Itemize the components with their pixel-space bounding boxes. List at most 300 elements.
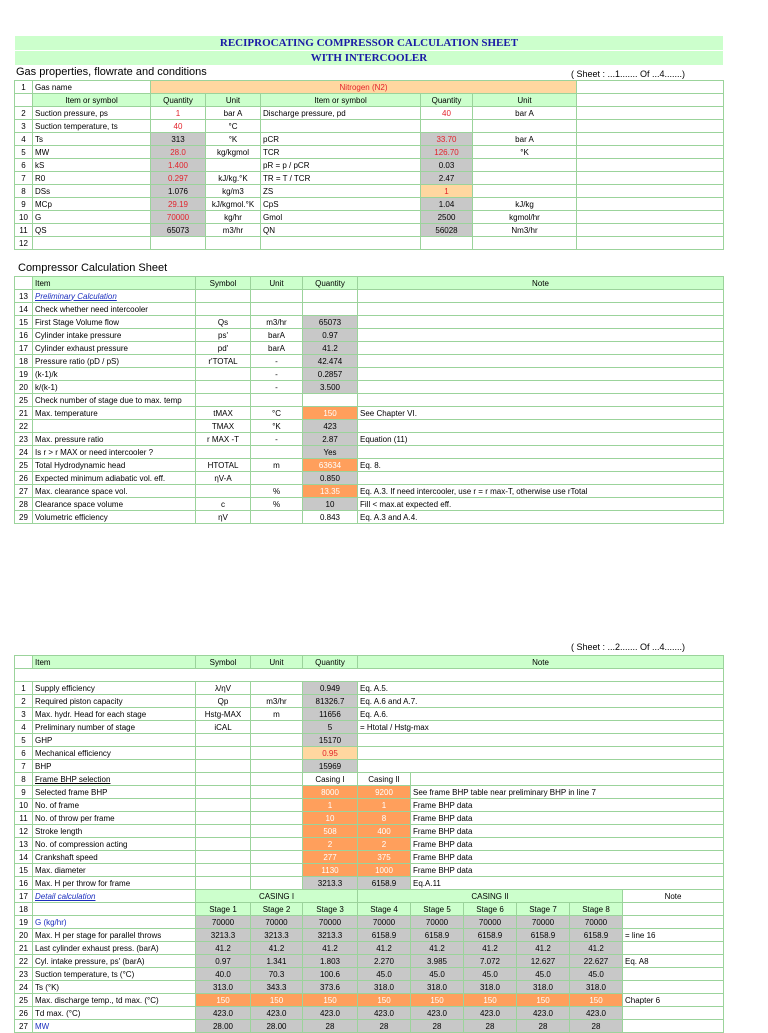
table-row bbox=[15, 773, 724, 786]
row-number: 26 bbox=[15, 1007, 33, 1020]
quantity-cell-2[interactable]: 126.70 bbox=[421, 146, 473, 159]
row-number: 3 bbox=[15, 708, 33, 721]
row-number: 28 bbox=[15, 498, 33, 511]
item-label: Check whether need intercooler bbox=[33, 303, 196, 316]
table-row bbox=[15, 237, 724, 250]
casing1-value[interactable]: 10 bbox=[303, 812, 358, 825]
empty bbox=[251, 786, 303, 799]
spacer-cell bbox=[577, 120, 724, 133]
row-number: 4 bbox=[15, 133, 33, 146]
stage-value[interactable]: 318.0 bbox=[358, 981, 411, 994]
unit-cell-2: kgmol/hr bbox=[473, 211, 577, 224]
quantity-cell[interactable]: 0.949 bbox=[303, 682, 358, 695]
quantity-cell-2[interactable] bbox=[421, 120, 473, 133]
quantity-cell[interactable]: 1.400 bbox=[151, 159, 206, 172]
unit-cell: °K bbox=[251, 420, 303, 433]
table-row bbox=[15, 342, 724, 355]
stage-value[interactable]: 41.2 bbox=[570, 942, 623, 955]
casing2-value[interactable]: 1 bbox=[358, 799, 411, 812]
row-number: 4 bbox=[15, 721, 33, 734]
empty bbox=[196, 825, 251, 838]
row-number: 26 bbox=[15, 472, 33, 485]
unit-cell: - bbox=[251, 368, 303, 381]
stage-value[interactable]: 41.2 bbox=[411, 942, 464, 955]
quantity-cell[interactable] bbox=[151, 237, 206, 250]
symbol-cell bbox=[196, 303, 251, 316]
symbol-cell: TMAX bbox=[196, 420, 251, 433]
casing1-value[interactable]: 1130 bbox=[303, 864, 358, 877]
table-row bbox=[15, 942, 724, 955]
empty bbox=[196, 851, 251, 864]
unit-cell: m3/hr bbox=[251, 316, 303, 329]
spacer-cell bbox=[577, 185, 724, 198]
note-cell bbox=[358, 760, 724, 773]
item-label: MW bbox=[33, 146, 151, 159]
stage-value[interactable]: 3213.3 bbox=[251, 929, 303, 942]
stage-value[interactable]: 6158.9 bbox=[411, 929, 464, 942]
unit-cell: barA bbox=[251, 329, 303, 342]
symbol-cell bbox=[196, 368, 251, 381]
stage-value[interactable]: 70000 bbox=[358, 916, 411, 929]
unit-cell: m3/hr bbox=[251, 695, 303, 708]
stage-value[interactable]: 150 bbox=[517, 994, 570, 1007]
row-number: 16 bbox=[15, 329, 33, 342]
table-row bbox=[15, 955, 724, 968]
stage-value[interactable]: 150 bbox=[411, 994, 464, 1007]
table-row bbox=[15, 890, 724, 903]
table-row bbox=[15, 981, 724, 994]
symbol-cell: c bbox=[196, 498, 251, 511]
unit-cell bbox=[251, 303, 303, 316]
stage-value[interactable]: 100.6 bbox=[303, 968, 358, 981]
detail-calc-title[interactable]: Detail calculation bbox=[33, 890, 196, 903]
empty bbox=[251, 812, 303, 825]
quantity-cell[interactable]: 81326.7 bbox=[303, 695, 358, 708]
stage-value[interactable]: 70000 bbox=[196, 916, 251, 929]
table-row bbox=[15, 329, 724, 342]
spacer-cell bbox=[577, 224, 724, 237]
stage-value[interactable]: 6158.9 bbox=[517, 929, 570, 942]
quantity-cell[interactable] bbox=[303, 290, 358, 303]
quantity-cell[interactable]: 65073 bbox=[151, 224, 206, 237]
casing1-value[interactable]: 277 bbox=[303, 851, 358, 864]
stage-value[interactable]: 28 bbox=[517, 1020, 570, 1033]
spacer-cell bbox=[577, 159, 724, 172]
stage-value[interactable]: 28.00 bbox=[196, 1020, 251, 1033]
empty bbox=[196, 773, 251, 786]
note-cell bbox=[358, 734, 724, 747]
row-number: 6 bbox=[15, 747, 33, 760]
item-label: Stroke length bbox=[33, 825, 196, 838]
stage-value[interactable]: 45.0 bbox=[517, 968, 570, 981]
unit-cell bbox=[251, 682, 303, 695]
stage-value[interactable]: 28.00 bbox=[251, 1020, 303, 1033]
item-label: First Stage Volume flow bbox=[33, 316, 196, 329]
row-number: 1 bbox=[15, 682, 33, 695]
stage-value[interactable]: 70000 bbox=[303, 916, 358, 929]
item-label: Max. pressure ratio bbox=[33, 433, 196, 446]
stage-value[interactable]: 6158.9 bbox=[464, 929, 517, 942]
spacer-cell bbox=[577, 133, 724, 146]
empty bbox=[33, 903, 196, 916]
col-unit: Unit bbox=[251, 277, 303, 290]
stage-header: Stage 7 bbox=[517, 903, 570, 916]
note-cell: Eq. A8 bbox=[623, 955, 724, 968]
item-label[interactable]: Preliminary Calculation bbox=[33, 290, 196, 303]
unit-cell: barA bbox=[251, 342, 303, 355]
table-row bbox=[15, 485, 724, 498]
table-row bbox=[15, 786, 724, 799]
item-label: Supply efficiency bbox=[33, 682, 196, 695]
stage-value[interactable]: 318.0 bbox=[570, 981, 623, 994]
row-number: 13 bbox=[15, 838, 33, 851]
quantity-cell[interactable]: 1.076 bbox=[151, 185, 206, 198]
stage-value[interactable]: 41.2 bbox=[464, 942, 517, 955]
item-label: Max. hydr. Head for each stage bbox=[33, 708, 196, 721]
stage-value[interactable]: 423.0 bbox=[303, 1007, 358, 1020]
casing2-value[interactable]: 375 bbox=[358, 851, 411, 864]
row-number: 17 bbox=[15, 890, 33, 903]
row-number: 24 bbox=[15, 981, 33, 994]
note-cell: = Htotal / Hstg-max bbox=[358, 721, 724, 734]
stage-value[interactable]: 343.3 bbox=[251, 981, 303, 994]
symbol-cell: iCAL bbox=[196, 721, 251, 734]
col-item: Item bbox=[33, 277, 196, 290]
item-label-2: QN bbox=[261, 224, 421, 237]
stage-value[interactable]: 70000 bbox=[251, 916, 303, 929]
quantity-cell[interactable]: 41.2 bbox=[303, 342, 358, 355]
quantity-cell-2[interactable]: 0.03 bbox=[421, 159, 473, 172]
note-cell: Eq. A.3. If need intercooler, use r = r max-T, otherwise use rTotal bbox=[358, 485, 724, 498]
quantity-cell[interactable]: 0.843 bbox=[303, 511, 358, 524]
frame-selection-title[interactable]: Frame BHP selection bbox=[33, 773, 196, 786]
stage-value[interactable]: 12.627 bbox=[517, 955, 570, 968]
stage-value[interactable]: 150 bbox=[196, 994, 251, 1007]
item-label: Max. discharge temp., td max. (°C) bbox=[33, 994, 196, 1007]
stage-value[interactable]: 41.2 bbox=[196, 942, 251, 955]
item-label: Check number of stage due to max. temp bbox=[33, 394, 196, 407]
symbol-cell: λ/ηV bbox=[196, 682, 251, 695]
table-row bbox=[15, 1007, 724, 1020]
stage-value[interactable]: 423.0 bbox=[570, 1007, 623, 1020]
unit-cell: bar A bbox=[206, 107, 261, 120]
quantity-cell-2[interactable]: 1 bbox=[421, 185, 473, 198]
stage-value[interactable]: 70000 bbox=[570, 916, 623, 929]
note-cell bbox=[623, 942, 724, 955]
table-row bbox=[15, 812, 724, 825]
quantity-cell[interactable]: 65073 bbox=[303, 316, 358, 329]
stage-value[interactable]: 28 bbox=[303, 1020, 358, 1033]
table-row bbox=[15, 708, 724, 721]
table-row bbox=[15, 825, 724, 838]
row-number: 15 bbox=[15, 316, 33, 329]
row-number: 8 bbox=[15, 185, 33, 198]
stage-value[interactable]: 150 bbox=[251, 994, 303, 1007]
stage-value[interactable]: 423.0 bbox=[196, 1007, 251, 1020]
item-label-2: TCR bbox=[261, 146, 421, 159]
symbol-cell: HTOTAL bbox=[196, 459, 251, 472]
item-label: BHP bbox=[33, 760, 196, 773]
stage-value[interactable]: 423.0 bbox=[464, 1007, 517, 1020]
unit-cell bbox=[251, 511, 303, 524]
casing1-header: CASING I bbox=[196, 890, 358, 903]
quantity-cell-2[interactable]: 2500 bbox=[421, 211, 473, 224]
stage-value[interactable]: 45.0 bbox=[358, 968, 411, 981]
table-row bbox=[15, 838, 724, 851]
stage-value[interactable]: 423.0 bbox=[411, 1007, 464, 1020]
casing2-value[interactable]: 2 bbox=[358, 838, 411, 851]
quantity-cell[interactable]: 70000 bbox=[151, 211, 206, 224]
stage-value[interactable]: 3.985 bbox=[411, 955, 464, 968]
table-row bbox=[15, 368, 724, 381]
stage-value[interactable]: 373.6 bbox=[303, 981, 358, 994]
casing1-value[interactable]: 2 bbox=[303, 838, 358, 851]
note-cell: Eq. A.3 and A.4. bbox=[358, 511, 724, 524]
stage-value[interactable]: 318.0 bbox=[411, 981, 464, 994]
item-label: Td max. (°C) bbox=[33, 1007, 196, 1020]
row-number: 24 bbox=[15, 446, 33, 459]
quantity-cell[interactable]: 13.35 bbox=[303, 485, 358, 498]
symbol-cell: Qs bbox=[196, 316, 251, 329]
quantity-cell[interactable] bbox=[303, 394, 358, 407]
item-label: Crankshaft speed bbox=[33, 851, 196, 864]
table-row bbox=[15, 695, 724, 708]
quantity-cell[interactable]: 15969 bbox=[303, 760, 358, 773]
unit-cell: °C bbox=[251, 407, 303, 420]
stage-value[interactable]: 28 bbox=[570, 1020, 623, 1033]
table-row bbox=[15, 994, 724, 1007]
stage-value[interactable]: 28 bbox=[358, 1020, 411, 1033]
section-gas-properties: Gas properties, flowrate and conditions bbox=[16, 66, 207, 78]
unit-cell-2: kJ/kg bbox=[473, 198, 577, 211]
symbol-cell: r MAX -T bbox=[196, 433, 251, 446]
quantity-cell-2[interactable]: 56028 bbox=[421, 224, 473, 237]
stage-value[interactable]: 41.2 bbox=[251, 942, 303, 955]
spacer-cell bbox=[577, 107, 724, 120]
stage-value[interactable]: 6158.9 bbox=[570, 929, 623, 942]
stage-value[interactable]: 41.2 bbox=[358, 942, 411, 955]
row-number: 22 bbox=[15, 955, 33, 968]
stage-value[interactable]: 70000 bbox=[411, 916, 464, 929]
row-number: 2 bbox=[15, 107, 33, 120]
stage-header: Stage 6 bbox=[464, 903, 517, 916]
stage-value[interactable]: 70000 bbox=[517, 916, 570, 929]
casing1-label: Casing I bbox=[303, 773, 358, 786]
stage-value[interactable]: 318.0 bbox=[517, 981, 570, 994]
item-label bbox=[33, 420, 196, 433]
quantity-cell-2[interactable]: 2.47 bbox=[421, 172, 473, 185]
item-label: Ts (°K) bbox=[33, 981, 196, 994]
symbol-cell bbox=[196, 747, 251, 760]
stage-value[interactable]: 2.270 bbox=[358, 955, 411, 968]
table-row bbox=[15, 446, 724, 459]
stage-value[interactable]: 3213.3 bbox=[303, 929, 358, 942]
table-row bbox=[15, 929, 724, 942]
quantity-cell[interactable]: 28.0 bbox=[151, 146, 206, 159]
stage-value[interactable]: 41.2 bbox=[517, 942, 570, 955]
casing2-value[interactable]: 400 bbox=[358, 825, 411, 838]
empty bbox=[623, 903, 724, 916]
quantity-cell[interactable]: Yes bbox=[303, 446, 358, 459]
quantity-cell[interactable]: 0.850 bbox=[303, 472, 358, 485]
stage-header: Stage 4 bbox=[358, 903, 411, 916]
unit-cell: kg/kgmol bbox=[206, 146, 261, 159]
stage-value[interactable]: 318.0 bbox=[464, 981, 517, 994]
note-cell: Equation (11) bbox=[358, 433, 724, 446]
quantity-cell[interactable]: 11656 bbox=[303, 708, 358, 721]
row-number: 21 bbox=[15, 407, 33, 420]
row-number: 25 bbox=[15, 994, 33, 1007]
quantity-cell[interactable]: 0.297 bbox=[151, 172, 206, 185]
sheet-subtitle: WITH INTERCOOLER bbox=[15, 51, 723, 65]
table-row bbox=[15, 198, 724, 211]
stage-value[interactable]: 150 bbox=[303, 994, 358, 1007]
stage-value[interactable]: 6158.9 bbox=[358, 929, 411, 942]
stage-value[interactable]: 7.072 bbox=[464, 955, 517, 968]
unit-cell-2 bbox=[473, 159, 577, 172]
col-quantity: Quantity bbox=[303, 656, 358, 669]
stage-value[interactable]: 45.0 bbox=[464, 968, 517, 981]
spacer-cell bbox=[577, 237, 724, 250]
row-number: 15 bbox=[15, 864, 33, 877]
row-number: 2 bbox=[15, 695, 33, 708]
quantity-cell-2[interactable]: 40 bbox=[421, 107, 473, 120]
quantity-cell-2[interactable]: 1.04 bbox=[421, 198, 473, 211]
unit-cell: % bbox=[251, 485, 303, 498]
stage-value[interactable]: 28 bbox=[411, 1020, 464, 1033]
empty bbox=[196, 864, 251, 877]
table-row bbox=[15, 381, 724, 394]
note-cell: Eq. A.6. bbox=[358, 708, 724, 721]
row-number: 7 bbox=[15, 760, 33, 773]
item-label-2: CpS bbox=[261, 198, 421, 211]
quantity-cell[interactable]: 0.97 bbox=[303, 329, 358, 342]
table-row bbox=[15, 316, 724, 329]
item-label-2: Discharge pressure, pd bbox=[261, 107, 421, 120]
stage-value[interactable]: 313.0 bbox=[196, 981, 251, 994]
stage-value[interactable]: 22.627 bbox=[570, 955, 623, 968]
empty bbox=[196, 786, 251, 799]
item-label: Max. clearance space vol. bbox=[33, 485, 196, 498]
sheet2-table bbox=[14, 655, 724, 1033]
casing1-value[interactable]: 508 bbox=[303, 825, 358, 838]
stage-value[interactable]: 28 bbox=[464, 1020, 517, 1033]
empty bbox=[411, 773, 724, 786]
stage-value[interactable]: 1.341 bbox=[251, 955, 303, 968]
item-label-2 bbox=[261, 237, 421, 250]
casing2-value[interactable]: 8 bbox=[358, 812, 411, 825]
stage-value[interactable]: 0.97 bbox=[196, 955, 251, 968]
quantity-cell[interactable]: 63634 bbox=[303, 459, 358, 472]
quantity-cell[interactable]: 0.95 bbox=[303, 747, 358, 760]
quantity-cell-2[interactable]: 33.70 bbox=[421, 133, 473, 146]
casing1-value[interactable]: 3213.3 bbox=[303, 877, 358, 890]
col-item-symbol-2: Item or symbol bbox=[261, 94, 421, 107]
quantity-cell[interactable]: 3.500 bbox=[303, 381, 358, 394]
unit-cell: kJ/kgmol.°K bbox=[206, 198, 261, 211]
row-number: 9 bbox=[15, 786, 33, 799]
quantity-cell[interactable]: 42.474 bbox=[303, 355, 358, 368]
casing2-value[interactable]: 1000 bbox=[358, 864, 411, 877]
unit-cell: m bbox=[251, 459, 303, 472]
quantity-cell-2[interactable] bbox=[421, 237, 473, 250]
empty bbox=[251, 799, 303, 812]
note-cell bbox=[358, 342, 724, 355]
table-row bbox=[15, 146, 724, 159]
table-row bbox=[15, 159, 724, 172]
stage-value[interactable]: 70000 bbox=[464, 916, 517, 929]
quantity-cell[interactable]: 15170 bbox=[303, 734, 358, 747]
item-label: No. of compression acting bbox=[33, 838, 196, 851]
quantity-cell[interactable]: 10 bbox=[303, 498, 358, 511]
symbol-cell: Hstg-MAX bbox=[196, 708, 251, 721]
quantity-cell[interactable] bbox=[303, 303, 358, 316]
row-number: 5 bbox=[15, 734, 33, 747]
quantity-cell[interactable]: 2.87 bbox=[303, 433, 358, 446]
stage-value[interactable]: 150 bbox=[570, 994, 623, 1007]
casing2-value[interactable]: 6158.9 bbox=[358, 877, 411, 890]
stage-value[interactable]: 40.0 bbox=[196, 968, 251, 981]
item-label: Total Hydrodynamic head bbox=[33, 459, 196, 472]
stage-value[interactable]: 45.0 bbox=[411, 968, 464, 981]
stage-value[interactable]: 41.2 bbox=[303, 942, 358, 955]
casing1-value[interactable]: 8000 bbox=[303, 786, 358, 799]
quantity-cell[interactable]: 313 bbox=[151, 133, 206, 146]
empty bbox=[251, 838, 303, 851]
stage-value[interactable]: 423.0 bbox=[517, 1007, 570, 1020]
stage-value[interactable]: 423.0 bbox=[251, 1007, 303, 1020]
stage-value[interactable]: 45.0 bbox=[570, 968, 623, 981]
table-row bbox=[15, 355, 724, 368]
compressor-calc-table bbox=[14, 276, 724, 524]
table-row bbox=[15, 211, 724, 224]
gas-name-value[interactable]: Nitrogen (N2) bbox=[151, 81, 577, 94]
quantity-cell[interactable]: 423 bbox=[303, 420, 358, 433]
casing1-value[interactable]: 1 bbox=[303, 799, 358, 812]
table-row bbox=[15, 682, 724, 695]
stage-value[interactable]: 1.803 bbox=[303, 955, 358, 968]
symbol-cell bbox=[196, 760, 251, 773]
stage-value[interactable]: 3213.3 bbox=[196, 929, 251, 942]
quantity-cell[interactable]: 150 bbox=[303, 407, 358, 420]
stage-header: Stage 5 bbox=[411, 903, 464, 916]
stage-value[interactable]: 150 bbox=[464, 994, 517, 1007]
stage-value[interactable]: 150 bbox=[358, 994, 411, 1007]
row-number: 20 bbox=[15, 929, 33, 942]
quantity-cell[interactable]: 5 bbox=[303, 721, 358, 734]
item-label: GHP bbox=[33, 734, 196, 747]
symbol-cell: ηV-A bbox=[196, 472, 251, 485]
quantity-cell[interactable]: 0.2857 bbox=[303, 368, 358, 381]
row-number: 16 bbox=[15, 877, 33, 890]
casing2-value[interactable]: 9200 bbox=[358, 786, 411, 799]
stage-value[interactable]: 423.0 bbox=[358, 1007, 411, 1020]
stage-value[interactable]: 70.3 bbox=[251, 968, 303, 981]
item-label: R0 bbox=[33, 172, 151, 185]
row-number: 7 bbox=[15, 172, 33, 185]
empty bbox=[196, 877, 251, 890]
quantity-cell[interactable]: 29.19 bbox=[151, 198, 206, 211]
spacer-cell bbox=[577, 172, 724, 185]
symbol-cell bbox=[196, 446, 251, 459]
quantity-cell[interactable]: 1 bbox=[151, 107, 206, 120]
item-label: Max. H per throw for frame bbox=[33, 877, 196, 890]
row-number: 9 bbox=[15, 198, 33, 211]
quantity-cell[interactable]: 40 bbox=[151, 120, 206, 133]
col-unit-2: Unit bbox=[473, 94, 577, 107]
note-header: Note bbox=[623, 890, 724, 903]
table-row bbox=[15, 407, 724, 420]
